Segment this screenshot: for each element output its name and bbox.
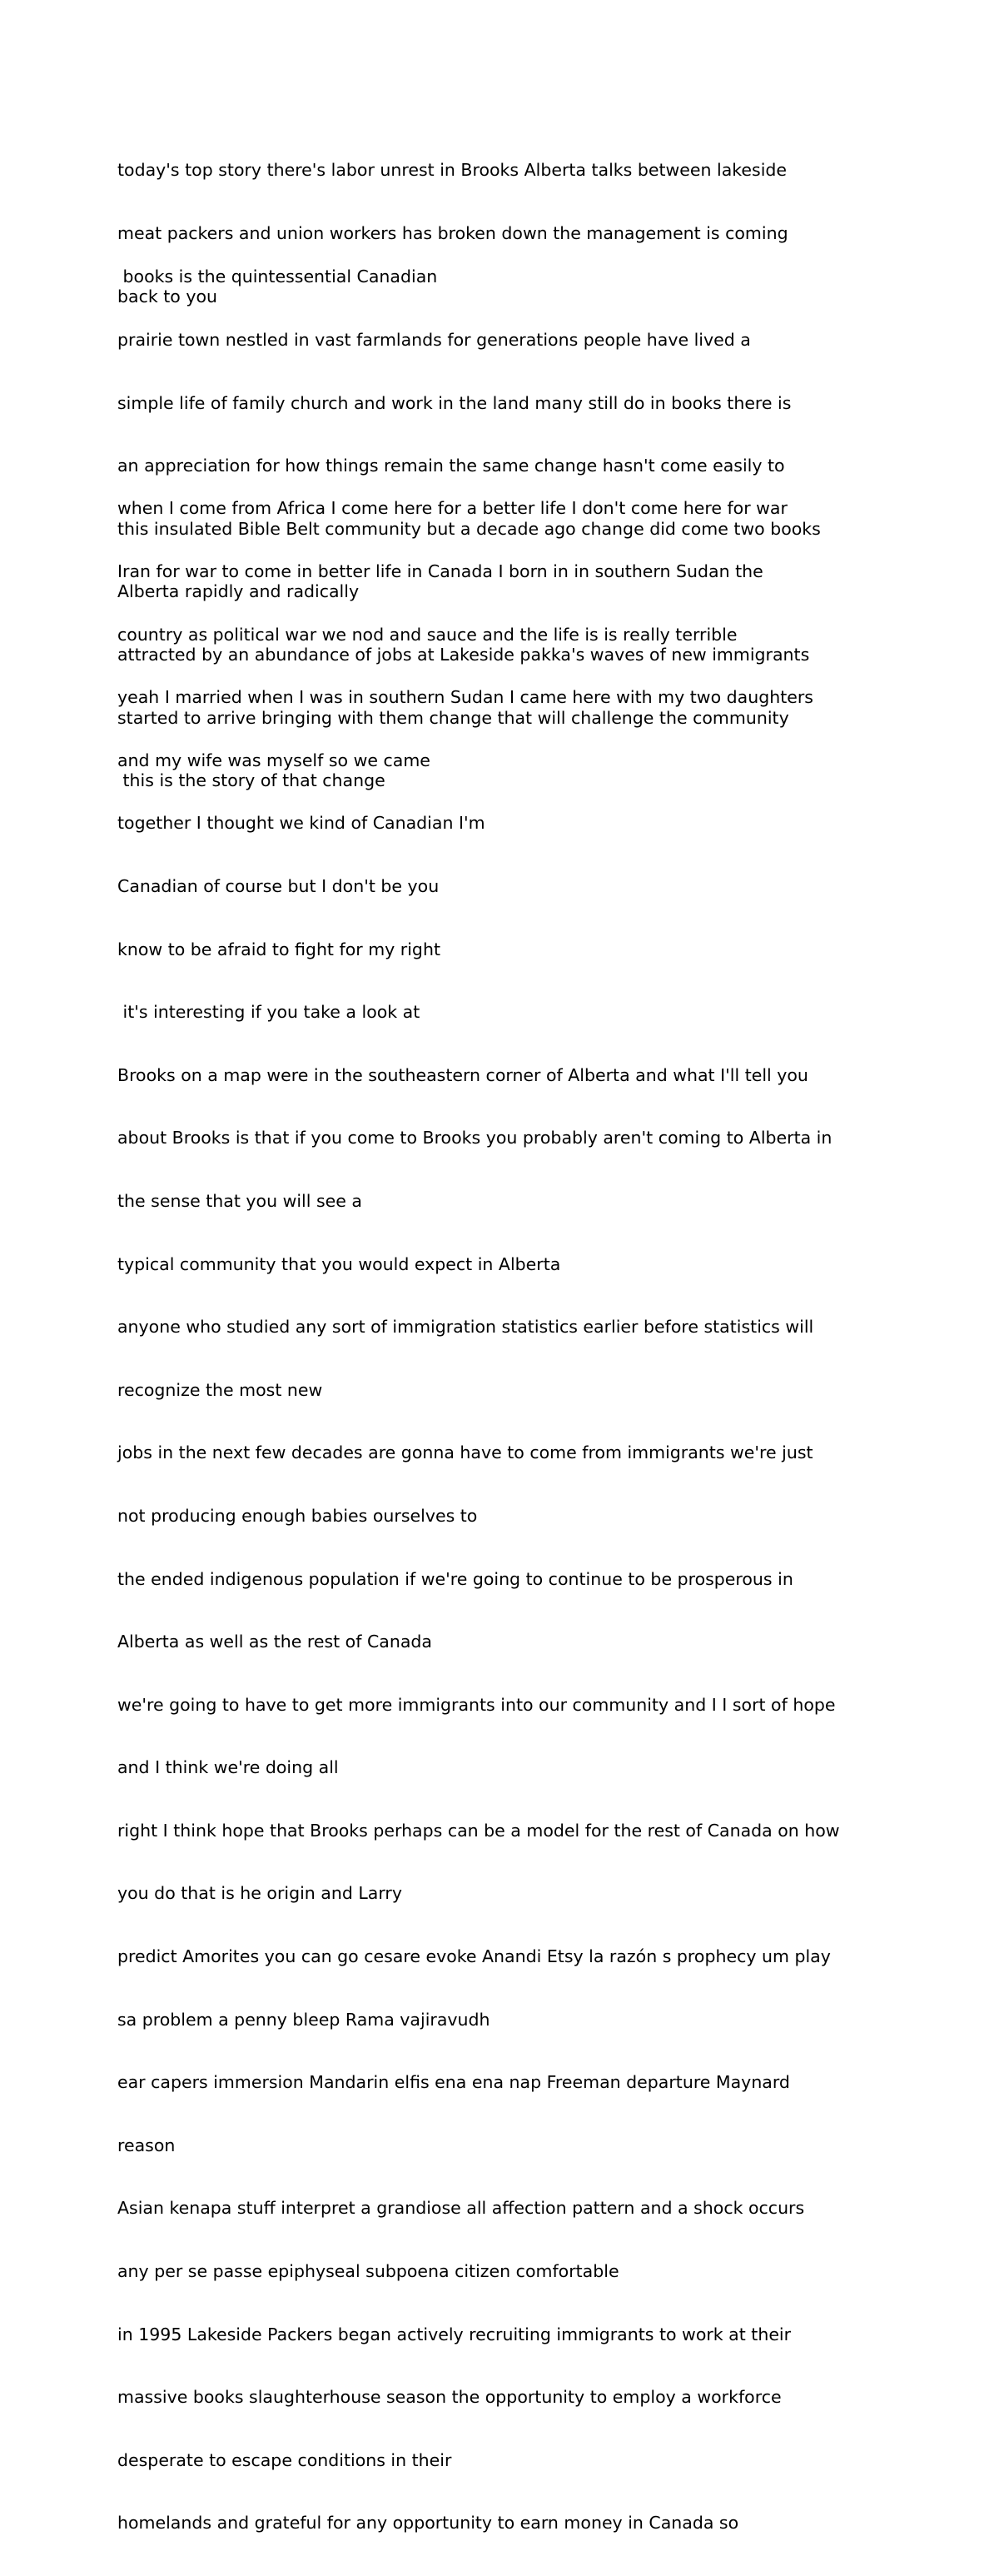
text-line: country as political war we nod and sauce and the life is is really terrible: [117, 624, 738, 645]
text-line: it's interesting if you take a look at: [117, 1002, 420, 1023]
text-line: Alberta as well as the rest of Canada: [117, 1632, 432, 1652]
text-line: in 1995 Lakeside Packers began actively recruiting immigrants to work at their: [117, 2324, 792, 2344]
text-line: you do that is he origin and Larry: [117, 1883, 402, 1904]
text-line: Canadian of course but I don't be you: [117, 875, 440, 896]
text-line: books is the quintessential Canadian: [117, 267, 438, 287]
text-line: we're going to have to get more immigrants into our community and I I sort of hope: [117, 1694, 836, 1715]
text-line: massive books slaughterhouse season the opportunity to employ a workforce: [117, 2387, 782, 2408]
text-line: ear capers immersion Mandarin elfis ena ena nap Freeman departure Maynard: [117, 2072, 790, 2093]
text-line: recognize the most new: [117, 1379, 323, 1400]
text-line: simple life of family church and work in the land many still do in books there is: [117, 392, 792, 413]
text-line: jobs in the next few decades are gonna have to come from immigrants we're just: [117, 1442, 813, 1463]
text-line: and my wife was myself so we came: [117, 750, 430, 770]
text-line: attracted by an abundance of jobs at Lakeside pakka's waves of new immigrants: [117, 644, 810, 665]
text-line: reason: [117, 2135, 176, 2155]
text-line: right I think hope that Brooks perhaps can be a model for the rest of Canada on how: [117, 1820, 840, 1841]
text-line: not producing enough babies ourselves to: [117, 1505, 478, 1526]
text-line: sa problem a penny bleep Rama vajiravudh: [117, 2009, 490, 2030]
text-line: homelands and grateful for any opportunity to earn money in Canada so: [117, 2513, 739, 2534]
text-line: yeah I married when I was in southern Sudan I came here with my two daughters: [117, 687, 813, 708]
text-line: the sense that you will see a: [117, 1190, 362, 1211]
text-line: typical community that you would expect in Alberta: [117, 1253, 561, 1274]
text-line: an appreciation for how things remain the same change hasn't come easily to: [117, 456, 785, 476]
text-line: when I come from Africa I come here for a better life I don't come here for war: [117, 498, 788, 519]
text-line: Brooks on a map were in the southeastern corner of Alberta and what I'll tell you: [117, 1064, 808, 1085]
text-line: today's top story there's labor unrest in Brooks Alberta talks between lakeside: [117, 160, 788, 181]
text-line: meat packers and union workers has broken down the management is coming: [117, 223, 788, 243]
text-line: the ended indigenous population if we're going to continue to be prosperous in: [117, 1568, 793, 1589]
text-line: together I thought we kind of Canadian I'm: [117, 813, 485, 834]
text-line: this is the story of that change: [117, 770, 385, 791]
text-line: started to arrive bringing with them change that will challenge the community: [117, 707, 789, 728]
text-line: and I think we're doing all: [117, 1757, 339, 1778]
text-line: this insulated Bible Belt community but a decade ago change did come two books: [117, 518, 821, 539]
text-line: know to be afraid to fight for my right: [117, 939, 440, 959]
text-line: about Brooks is that if you come to Brooks you probably aren't coming to Alberta in: [117, 1128, 832, 1148]
text-line: predict Amorites you can go cesare evoke Anandi Etsy la razón s prophecy um play: [117, 1946, 831, 1967]
text-line: Asian kenapa stuff interpret a grandiose all affection pattern and a shock occurs: [117, 2198, 805, 2219]
text-line: Alberta rapidly and radically: [117, 581, 360, 602]
paragraph-interviews: [117, 456, 892, 2576]
text-line: Iran for war to come in better life in Canada I born in in southern Sudan the: [117, 561, 763, 581]
text-line: prairie town nestled in vast farmlands for generations people have lived a: [117, 330, 751, 350]
text-line: any per se passe epiphyseal subpoena citizen comfortable: [117, 2261, 619, 2282]
text-line: anyone who studied any sort of immigration statistics earlier before statistics will: [117, 1317, 814, 1338]
text-line: desperate to escape conditions in their: [117, 2449, 452, 2470]
text-line: back to you: [117, 286, 217, 306]
